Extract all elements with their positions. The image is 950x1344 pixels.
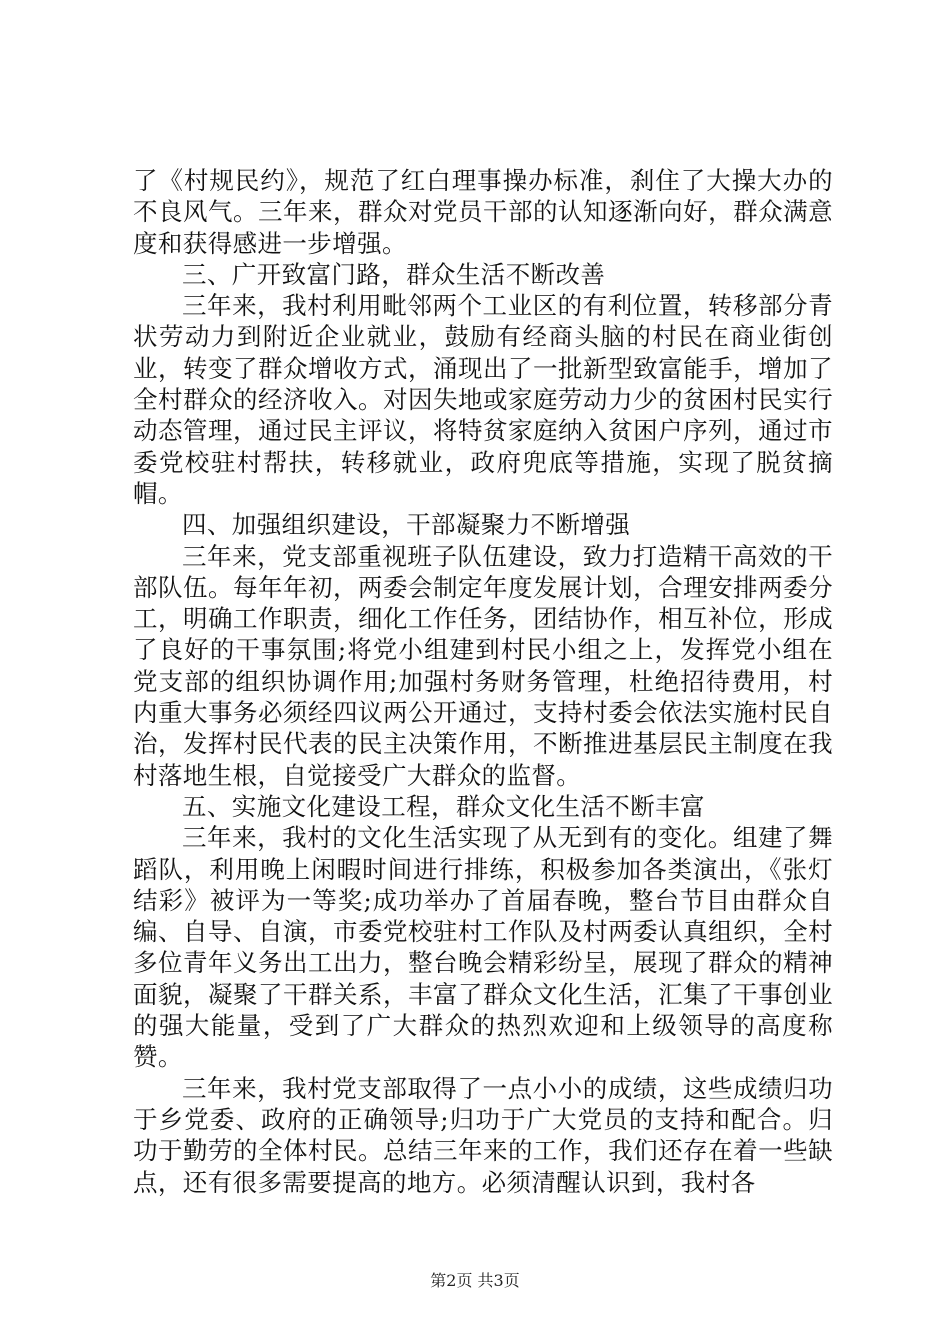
paragraph-summary: 三年来，我村党支部取得了一点小小的成绩，这些成绩归功于乡党委、政府的正确领导;归功于广大党员的支持和配合。归功于勤劳的全体村民。总结三年来的工作，我们还存在着一些缺点，还有很多需要提高的地方。必须清醒认识到，我村各 — [133, 1073, 833, 1197]
section-heading-3: 三、广开致富门路，群众生活不断改善 — [182, 259, 606, 289]
paragraph-village-rules: 了《村规民约》，规范了红白理事操办标准，刹住了大操大办的不良风气。三年来，群众对党员干部的认知逐渐向好，群众满意度和获得感进一步增强。 — [133, 166, 833, 258]
section-heading-4: 四、加强组织建设，干部凝聚力不断增强 — [182, 510, 631, 540]
paragraph-culture: 三年来，我村的文化生活实现了从无到有的变化。组建了舞蹈队，利用晚上闲暇时间进行排练，积极参加各类演出，《张灯结彩》被评为一等奖;成功举办了首届春晚，整台节目由群众自编、自导、自演，市委党校驻村工作队及村两委认真组织，全村多位青年义务出工出力，整台晚会精彩纷呈，展现了群众的精神面貌，凝聚了干群关系，丰富了群众文化生活，汇集了干事创业的强大能量，受到了广大群众的热烈欢迎和上级领导的高度称赞。 — [133, 823, 833, 1072]
section-heading-5: 五、实施文化建设工程，群众文化生活不断丰富 — [182, 791, 705, 821]
paragraph-income: 三年来，我村利用毗邻两个工业区的有利位置，转移部分青状劳动力到附近企业就业，鼓励有经商头脑的村民在商业街创业，转变了群众增收方式，涌现出了一批新型致富能手，增加了全村群众的经济收入。对因失地或家庭劳动力少的贫困村民实行动态管理，通过民主评议，将特贫家庭纳入贫困户序列，通过市委党校驻村帮扶，转移就业，政府兜底等措施，实现了脱贫摘帽。 — [133, 291, 833, 508]
document-page — [133, 165, 833, 1198]
paragraph-organization: 三年来，党支部重视班子队伍建设，致力打造精干高效的干部队伍。每年年初，两委会制定年度发展计划，合理安排两委分工，明确工作职责，细化工作任务，团结协作，相互补位，形成了良好的干事氛围;将党小组建到村民小组之上，发挥党小组在党支部的组织协调作用;加强村务财务管理，杜绝招待费用，村内重大事务必须经四议两公开通过，支持村委会依法实施村民自治，发挥村民代表的民主决策作用，不断推进基层民主制度在我村落地生根，自觉接受广大群众的监督。 — [133, 541, 833, 790]
page-number-footer: 第2页 共3页 — [430, 1271, 520, 1290]
